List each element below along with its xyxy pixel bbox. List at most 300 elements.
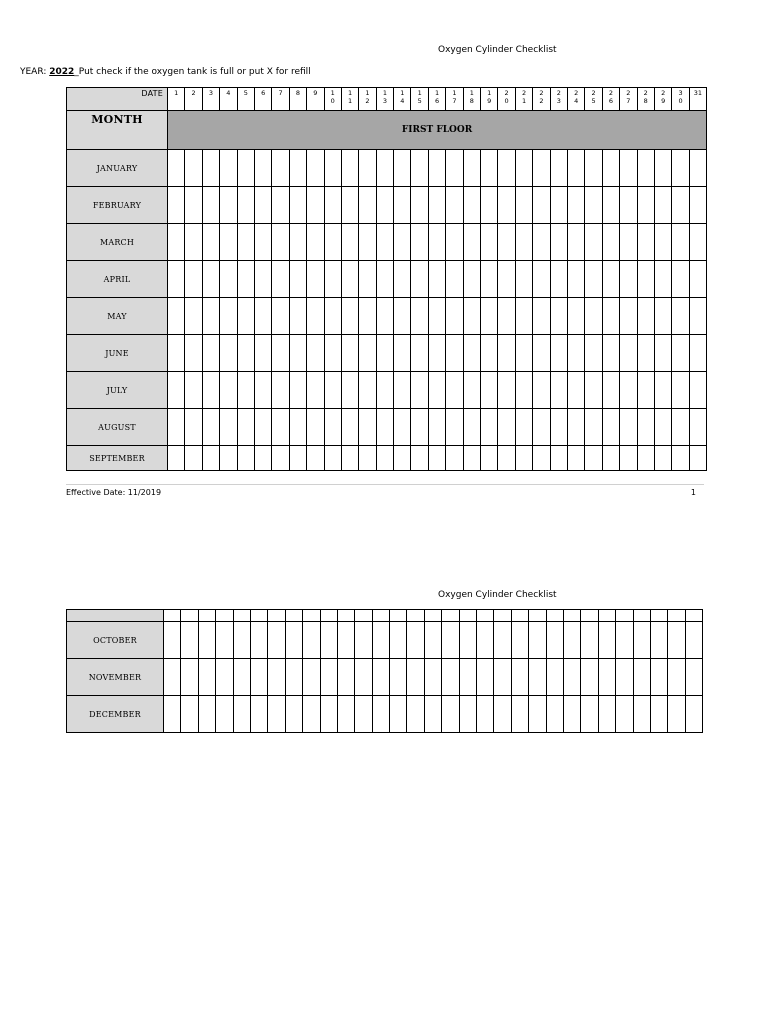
check-cell[interactable] bbox=[685, 622, 702, 659]
check-cell[interactable] bbox=[515, 150, 532, 187]
check-cell[interactable] bbox=[494, 696, 511, 733]
check-cell[interactable] bbox=[359, 446, 376, 471]
check-cell[interactable] bbox=[272, 150, 289, 187]
check-cell[interactable] bbox=[620, 187, 637, 224]
check-cell[interactable] bbox=[477, 659, 494, 696]
check-cell[interactable] bbox=[689, 446, 706, 471]
check-cell[interactable] bbox=[185, 372, 202, 409]
check-cell[interactable] bbox=[254, 372, 271, 409]
check-cell[interactable] bbox=[494, 622, 511, 659]
check-cell[interactable] bbox=[272, 224, 289, 261]
check-cell[interactable] bbox=[164, 696, 181, 733]
check-cell[interactable] bbox=[515, 298, 532, 335]
check-cell[interactable] bbox=[602, 150, 619, 187]
check-cell[interactable] bbox=[550, 261, 567, 298]
check-cell[interactable] bbox=[303, 696, 320, 733]
check-cell[interactable] bbox=[481, 261, 498, 298]
check-cell[interactable] bbox=[546, 659, 563, 696]
check-cell[interactable] bbox=[481, 335, 498, 372]
check-cell[interactable] bbox=[550, 150, 567, 187]
check-cell[interactable] bbox=[202, 409, 219, 446]
check-cell[interactable] bbox=[320, 622, 337, 659]
check-cell[interactable] bbox=[463, 187, 480, 224]
check-cell[interactable] bbox=[637, 187, 654, 224]
check-cell[interactable] bbox=[341, 261, 358, 298]
check-cell[interactable] bbox=[220, 446, 237, 471]
check-cell[interactable] bbox=[529, 659, 546, 696]
check-cell[interactable] bbox=[202, 150, 219, 187]
check-cell[interactable] bbox=[237, 298, 254, 335]
check-cell[interactable] bbox=[320, 659, 337, 696]
check-cell[interactable] bbox=[394, 187, 411, 224]
check-cell[interactable] bbox=[533, 150, 550, 187]
check-cell[interactable] bbox=[654, 298, 671, 335]
check-cell[interactable] bbox=[220, 187, 237, 224]
check-cell[interactable] bbox=[390, 659, 407, 696]
check-cell[interactable] bbox=[620, 224, 637, 261]
check-cell[interactable] bbox=[567, 372, 584, 409]
check-cell[interactable] bbox=[672, 150, 689, 187]
check-cell[interactable] bbox=[498, 335, 515, 372]
check-cell[interactable] bbox=[411, 409, 428, 446]
check-cell[interactable] bbox=[533, 261, 550, 298]
check-cell[interactable] bbox=[237, 446, 254, 471]
check-cell[interactable] bbox=[376, 187, 393, 224]
check-cell[interactable] bbox=[550, 298, 567, 335]
check-cell[interactable] bbox=[289, 335, 306, 372]
check-cell[interactable] bbox=[585, 298, 602, 335]
check-cell[interactable] bbox=[376, 150, 393, 187]
check-cell[interactable] bbox=[307, 335, 324, 372]
check-cell[interactable] bbox=[372, 696, 389, 733]
check-cell[interactable] bbox=[567, 446, 584, 471]
check-cell[interactable] bbox=[620, 298, 637, 335]
check-cell[interactable] bbox=[254, 446, 271, 471]
check-cell[interactable] bbox=[654, 372, 671, 409]
check-cell[interactable] bbox=[481, 150, 498, 187]
check-cell[interactable] bbox=[598, 696, 615, 733]
check-cell[interactable] bbox=[585, 409, 602, 446]
check-cell[interactable] bbox=[168, 446, 185, 471]
check-cell[interactable] bbox=[428, 298, 445, 335]
check-cell[interactable] bbox=[620, 409, 637, 446]
check-cell[interactable] bbox=[442, 622, 459, 659]
check-cell[interactable] bbox=[428, 224, 445, 261]
check-cell[interactable] bbox=[477, 622, 494, 659]
check-cell[interactable] bbox=[376, 409, 393, 446]
check-cell[interactable] bbox=[254, 150, 271, 187]
check-cell[interactable] bbox=[324, 298, 341, 335]
check-cell[interactable] bbox=[341, 446, 358, 471]
check-cell[interactable] bbox=[324, 372, 341, 409]
check-cell[interactable] bbox=[355, 659, 372, 696]
check-cell[interactable] bbox=[585, 261, 602, 298]
check-cell[interactable] bbox=[567, 409, 584, 446]
check-cell[interactable] bbox=[463, 372, 480, 409]
check-cell[interactable] bbox=[602, 187, 619, 224]
check-cell[interactable] bbox=[446, 335, 463, 372]
check-cell[interactable] bbox=[394, 446, 411, 471]
check-cell[interactable] bbox=[168, 150, 185, 187]
check-cell[interactable] bbox=[463, 261, 480, 298]
check-cell[interactable] bbox=[411, 298, 428, 335]
check-cell[interactable] bbox=[237, 187, 254, 224]
check-cell[interactable] bbox=[672, 187, 689, 224]
check-cell[interactable] bbox=[411, 446, 428, 471]
check-cell[interactable] bbox=[237, 372, 254, 409]
check-cell[interactable] bbox=[550, 187, 567, 224]
check-cell[interactable] bbox=[689, 261, 706, 298]
check-cell[interactable] bbox=[654, 335, 671, 372]
check-cell[interactable] bbox=[637, 150, 654, 187]
check-cell[interactable] bbox=[337, 696, 354, 733]
check-cell[interactable] bbox=[272, 446, 289, 471]
check-cell[interactable] bbox=[689, 150, 706, 187]
check-cell[interactable] bbox=[672, 372, 689, 409]
check-cell[interactable] bbox=[533, 372, 550, 409]
check-cell[interactable] bbox=[567, 261, 584, 298]
check-cell[interactable] bbox=[442, 696, 459, 733]
check-cell[interactable] bbox=[355, 622, 372, 659]
check-cell[interactable] bbox=[390, 622, 407, 659]
check-cell[interactable] bbox=[463, 150, 480, 187]
check-cell[interactable] bbox=[581, 696, 598, 733]
check-cell[interactable] bbox=[220, 298, 237, 335]
check-cell[interactable] bbox=[394, 298, 411, 335]
check-cell[interactable] bbox=[168, 409, 185, 446]
check-cell[interactable] bbox=[424, 659, 441, 696]
check-cell[interactable] bbox=[459, 622, 476, 659]
check-cell[interactable] bbox=[481, 409, 498, 446]
check-cell[interactable] bbox=[672, 224, 689, 261]
check-cell[interactable] bbox=[324, 335, 341, 372]
check-cell[interactable] bbox=[237, 335, 254, 372]
check-cell[interactable] bbox=[220, 409, 237, 446]
check-cell[interactable] bbox=[185, 187, 202, 224]
check-cell[interactable] bbox=[202, 372, 219, 409]
check-cell[interactable] bbox=[481, 187, 498, 224]
check-cell[interactable] bbox=[602, 446, 619, 471]
check-cell[interactable] bbox=[372, 622, 389, 659]
check-cell[interactable] bbox=[324, 409, 341, 446]
check-cell[interactable] bbox=[376, 335, 393, 372]
check-cell[interactable] bbox=[585, 372, 602, 409]
check-cell[interactable] bbox=[654, 446, 671, 471]
check-cell[interactable] bbox=[424, 696, 441, 733]
check-cell[interactable] bbox=[272, 335, 289, 372]
check-cell[interactable] bbox=[654, 150, 671, 187]
check-cell[interactable] bbox=[289, 187, 306, 224]
check-cell[interactable] bbox=[216, 622, 233, 659]
check-cell[interactable] bbox=[272, 187, 289, 224]
check-cell[interactable] bbox=[407, 622, 424, 659]
check-cell[interactable] bbox=[620, 372, 637, 409]
check-cell[interactable] bbox=[168, 335, 185, 372]
check-cell[interactable] bbox=[359, 335, 376, 372]
check-cell[interactable] bbox=[602, 224, 619, 261]
check-cell[interactable] bbox=[563, 622, 580, 659]
check-cell[interactable] bbox=[307, 298, 324, 335]
check-cell[interactable] bbox=[359, 187, 376, 224]
check-cell[interactable] bbox=[341, 409, 358, 446]
check-cell[interactable] bbox=[498, 224, 515, 261]
check-cell[interactable] bbox=[237, 224, 254, 261]
check-cell[interactable] bbox=[446, 298, 463, 335]
check-cell[interactable] bbox=[285, 696, 302, 733]
check-cell[interactable] bbox=[289, 224, 306, 261]
check-cell[interactable] bbox=[515, 224, 532, 261]
check-cell[interactable] bbox=[463, 446, 480, 471]
check-cell[interactable] bbox=[463, 409, 480, 446]
check-cell[interactable] bbox=[672, 446, 689, 471]
check-cell[interactable] bbox=[446, 150, 463, 187]
check-cell[interactable] bbox=[481, 446, 498, 471]
check-cell[interactable] bbox=[546, 622, 563, 659]
check-cell[interactable] bbox=[637, 372, 654, 409]
check-cell[interactable] bbox=[446, 446, 463, 471]
check-cell[interactable] bbox=[185, 446, 202, 471]
check-cell[interactable] bbox=[498, 372, 515, 409]
check-cell[interactable] bbox=[254, 261, 271, 298]
check-cell[interactable] bbox=[307, 261, 324, 298]
check-cell[interactable] bbox=[529, 696, 546, 733]
check-cell[interactable] bbox=[633, 622, 650, 659]
check-cell[interactable] bbox=[481, 372, 498, 409]
check-cell[interactable] bbox=[598, 659, 615, 696]
check-cell[interactable] bbox=[272, 372, 289, 409]
check-cell[interactable] bbox=[650, 696, 667, 733]
check-cell[interactable] bbox=[498, 298, 515, 335]
check-cell[interactable] bbox=[202, 187, 219, 224]
check-cell[interactable] bbox=[585, 150, 602, 187]
check-cell[interactable] bbox=[324, 187, 341, 224]
check-cell[interactable] bbox=[633, 659, 650, 696]
check-cell[interactable] bbox=[620, 261, 637, 298]
check-cell[interactable] bbox=[337, 622, 354, 659]
check-cell[interactable] bbox=[376, 372, 393, 409]
check-cell[interactable] bbox=[446, 372, 463, 409]
check-cell[interactable] bbox=[637, 409, 654, 446]
check-cell[interactable] bbox=[411, 372, 428, 409]
check-cell[interactable] bbox=[533, 409, 550, 446]
check-cell[interactable] bbox=[550, 446, 567, 471]
check-cell[interactable] bbox=[307, 187, 324, 224]
check-cell[interactable] bbox=[272, 261, 289, 298]
check-cell[interactable] bbox=[637, 224, 654, 261]
check-cell[interactable] bbox=[289, 409, 306, 446]
check-cell[interactable] bbox=[411, 335, 428, 372]
check-cell[interactable] bbox=[168, 187, 185, 224]
check-cell[interactable] bbox=[411, 224, 428, 261]
check-cell[interactable] bbox=[254, 335, 271, 372]
check-cell[interactable] bbox=[181, 696, 198, 733]
check-cell[interactable] bbox=[494, 659, 511, 696]
check-cell[interactable] bbox=[567, 298, 584, 335]
check-cell[interactable] bbox=[637, 261, 654, 298]
check-cell[interactable] bbox=[446, 261, 463, 298]
check-cell[interactable] bbox=[428, 150, 445, 187]
check-cell[interactable] bbox=[689, 224, 706, 261]
check-cell[interactable] bbox=[446, 409, 463, 446]
check-cell[interactable] bbox=[254, 187, 271, 224]
check-cell[interactable] bbox=[511, 696, 528, 733]
check-cell[interactable] bbox=[376, 224, 393, 261]
check-cell[interactable] bbox=[324, 261, 341, 298]
check-cell[interactable] bbox=[463, 335, 480, 372]
check-cell[interactable] bbox=[185, 261, 202, 298]
check-cell[interactable] bbox=[550, 409, 567, 446]
check-cell[interactable] bbox=[268, 659, 285, 696]
check-cell[interactable] bbox=[289, 261, 306, 298]
check-cell[interactable] bbox=[602, 335, 619, 372]
check-cell[interactable] bbox=[585, 224, 602, 261]
check-cell[interactable] bbox=[359, 224, 376, 261]
check-cell[interactable] bbox=[164, 659, 181, 696]
check-cell[interactable] bbox=[411, 150, 428, 187]
check-cell[interactable] bbox=[581, 659, 598, 696]
check-cell[interactable] bbox=[376, 298, 393, 335]
check-cell[interactable] bbox=[598, 622, 615, 659]
check-cell[interactable] bbox=[289, 298, 306, 335]
check-cell[interactable] bbox=[185, 335, 202, 372]
check-cell[interactable] bbox=[633, 696, 650, 733]
check-cell[interactable] bbox=[198, 696, 215, 733]
check-cell[interactable] bbox=[567, 224, 584, 261]
check-cell[interactable] bbox=[533, 224, 550, 261]
check-cell[interactable] bbox=[654, 409, 671, 446]
check-cell[interactable] bbox=[498, 187, 515, 224]
check-cell[interactable] bbox=[481, 224, 498, 261]
check-cell[interactable] bbox=[672, 335, 689, 372]
check-cell[interactable] bbox=[324, 446, 341, 471]
check-cell[interactable] bbox=[359, 150, 376, 187]
check-cell[interactable] bbox=[307, 372, 324, 409]
check-cell[interactable] bbox=[481, 298, 498, 335]
check-cell[interactable] bbox=[202, 298, 219, 335]
check-cell[interactable] bbox=[185, 224, 202, 261]
check-cell[interactable] bbox=[289, 150, 306, 187]
check-cell[interactable] bbox=[220, 335, 237, 372]
check-cell[interactable] bbox=[220, 150, 237, 187]
check-cell[interactable] bbox=[446, 187, 463, 224]
check-cell[interactable] bbox=[250, 696, 267, 733]
check-cell[interactable] bbox=[341, 224, 358, 261]
check-cell[interactable] bbox=[689, 298, 706, 335]
check-cell[interactable] bbox=[341, 335, 358, 372]
check-cell[interactable] bbox=[515, 446, 532, 471]
check-cell[interactable] bbox=[616, 696, 633, 733]
check-cell[interactable] bbox=[689, 409, 706, 446]
check-cell[interactable] bbox=[233, 696, 250, 733]
check-cell[interactable] bbox=[268, 622, 285, 659]
check-cell[interactable] bbox=[637, 335, 654, 372]
check-cell[interactable] bbox=[515, 187, 532, 224]
check-cell[interactable] bbox=[685, 696, 702, 733]
check-cell[interactable] bbox=[407, 696, 424, 733]
check-cell[interactable] bbox=[511, 659, 528, 696]
check-cell[interactable] bbox=[428, 372, 445, 409]
check-cell[interactable] bbox=[168, 298, 185, 335]
check-cell[interactable] bbox=[202, 224, 219, 261]
check-cell[interactable] bbox=[254, 224, 271, 261]
check-cell[interactable] bbox=[216, 696, 233, 733]
check-cell[interactable] bbox=[550, 335, 567, 372]
check-cell[interactable] bbox=[303, 622, 320, 659]
check-cell[interactable] bbox=[463, 224, 480, 261]
check-cell[interactable] bbox=[407, 659, 424, 696]
check-cell[interactable] bbox=[446, 224, 463, 261]
check-cell[interactable] bbox=[533, 298, 550, 335]
check-cell[interactable] bbox=[567, 187, 584, 224]
check-cell[interactable] bbox=[268, 696, 285, 733]
check-cell[interactable] bbox=[498, 261, 515, 298]
check-cell[interactable] bbox=[533, 187, 550, 224]
check-cell[interactable] bbox=[459, 659, 476, 696]
check-cell[interactable] bbox=[515, 409, 532, 446]
check-cell[interactable] bbox=[289, 446, 306, 471]
check-cell[interactable] bbox=[585, 187, 602, 224]
check-cell[interactable] bbox=[668, 659, 685, 696]
check-cell[interactable] bbox=[498, 446, 515, 471]
check-cell[interactable] bbox=[637, 446, 654, 471]
check-cell[interactable] bbox=[515, 261, 532, 298]
check-cell[interactable] bbox=[442, 659, 459, 696]
check-cell[interactable] bbox=[498, 409, 515, 446]
check-cell[interactable] bbox=[289, 372, 306, 409]
check-cell[interactable] bbox=[563, 696, 580, 733]
check-cell[interactable] bbox=[394, 409, 411, 446]
check-cell[interactable] bbox=[689, 372, 706, 409]
check-cell[interactable] bbox=[672, 409, 689, 446]
check-cell[interactable] bbox=[459, 696, 476, 733]
check-cell[interactable] bbox=[428, 187, 445, 224]
check-cell[interactable] bbox=[185, 409, 202, 446]
check-cell[interactable] bbox=[341, 150, 358, 187]
check-cell[interactable] bbox=[250, 659, 267, 696]
check-cell[interactable] bbox=[250, 622, 267, 659]
check-cell[interactable] bbox=[272, 409, 289, 446]
check-cell[interactable] bbox=[620, 150, 637, 187]
check-cell[interactable] bbox=[233, 659, 250, 696]
check-cell[interactable] bbox=[359, 372, 376, 409]
check-cell[interactable] bbox=[359, 261, 376, 298]
check-cell[interactable] bbox=[390, 696, 407, 733]
check-cell[interactable] bbox=[341, 298, 358, 335]
check-cell[interactable] bbox=[616, 622, 633, 659]
check-cell[interactable] bbox=[550, 224, 567, 261]
check-cell[interactable] bbox=[307, 224, 324, 261]
check-cell[interactable] bbox=[254, 409, 271, 446]
check-cell[interactable] bbox=[324, 224, 341, 261]
check-cell[interactable] bbox=[529, 622, 546, 659]
check-cell[interactable] bbox=[585, 335, 602, 372]
check-cell[interactable] bbox=[620, 446, 637, 471]
check-cell[interactable] bbox=[685, 659, 702, 696]
check-cell[interactable] bbox=[567, 335, 584, 372]
check-cell[interactable] bbox=[237, 150, 254, 187]
check-cell[interactable] bbox=[307, 409, 324, 446]
check-cell[interactable] bbox=[428, 261, 445, 298]
check-cell[interactable] bbox=[546, 696, 563, 733]
check-cell[interactable] bbox=[394, 372, 411, 409]
check-cell[interactable] bbox=[337, 659, 354, 696]
check-cell[interactable] bbox=[254, 298, 271, 335]
check-cell[interactable] bbox=[620, 335, 637, 372]
check-cell[interactable] bbox=[164, 622, 181, 659]
check-cell[interactable] bbox=[394, 335, 411, 372]
check-cell[interactable] bbox=[341, 187, 358, 224]
check-cell[interactable] bbox=[202, 261, 219, 298]
